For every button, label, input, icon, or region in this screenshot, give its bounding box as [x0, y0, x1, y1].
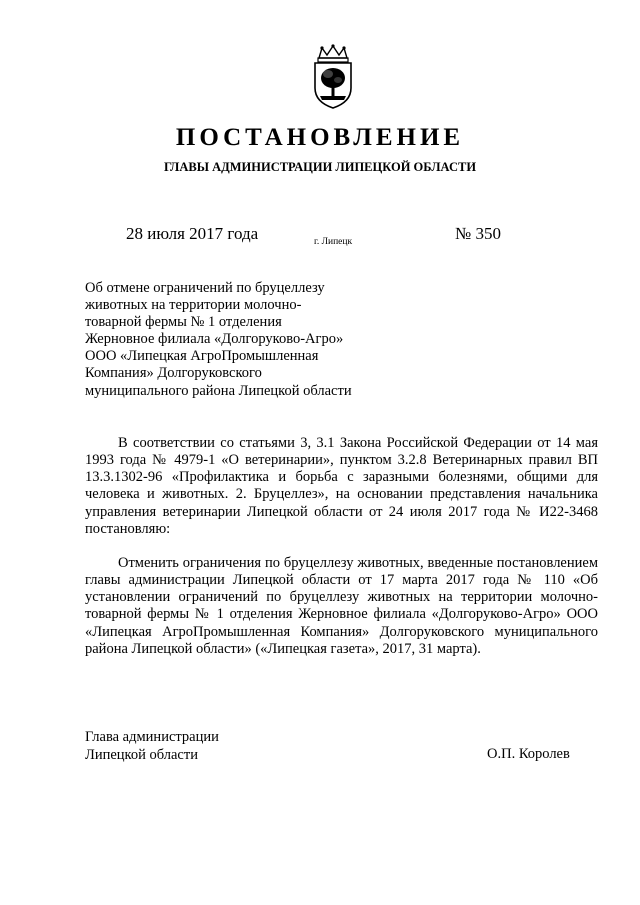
document-issuer: ГЛАВЫ АДМИНИСТРАЦИИ ЛИПЕЦКОЙ ОБЛАСТИ: [163, 160, 477, 174]
subject-line: Компания» Долгоруковского: [85, 365, 262, 382]
signatory-position: [85, 729, 219, 764]
document-number: № 350: [455, 224, 501, 243]
subject-line: муниципального района Липецкой области: [85, 382, 352, 399]
subject-line: животных на территории молочно-: [85, 297, 302, 314]
preamble-paragraph: В соответствии со статьями 3, 3.1 Закона Российской Федерации от 14 мая 1993 года № 4979-1 «О ветеринарии», пунктом 3.2.8 Ветеринарных правил ВП 13.3.1302-96 «Профилактика и борьба с заразными болезнями, общими для человека и животных. 2. Бруцеллез», на основании представления начальника управления ветеринарии Липецкой области от 24 июля 2017 года № И22-3468 постановляю:: [85, 434, 598, 537]
subject-line: Жерновное филиала «Долгоруково-Агро»: [85, 331, 344, 348]
subject-line: товарной фермы № 1 отделения: [85, 314, 282, 331]
signatory-position-line: Глава администрации: [85, 729, 219, 745]
subject-line: Об отмене ограничений по бруцеллезу: [85, 280, 325, 296]
resolution-paragraph: Отменить ограничения по бруцеллезу животных, введенные постановлением главы администрации Липецкой области от 17 марта 2017 года № 110 «Об установлении ограничений по бруцеллезу животных на территории молочно-товарной фермы № 1 отделения Жерновное филиала «Долгоруково-Агро» ООО «Липецкая АгроПромышленная Компания» Долгоруковского муниципального района Липецкой области» («Липецкая газета», 2017, 31 марта).: [85, 554, 598, 657]
signatory-position-line: Липецкой области: [85, 746, 198, 763]
subject-line: ООО «Липецкая АгроПромышленная: [85, 348, 319, 365]
document-city: г. Липецк: [314, 237, 353, 247]
document-subject: [85, 280, 385, 400]
document-date: 28 июля 2017 года: [126, 224, 259, 243]
lipetsk-coat-of-arms-icon: [306, 44, 360, 110]
signatory-name: О.П. Королев: [487, 746, 570, 762]
document-title: ПОСТАНОВЛЕНИЕ: [175, 124, 465, 151]
